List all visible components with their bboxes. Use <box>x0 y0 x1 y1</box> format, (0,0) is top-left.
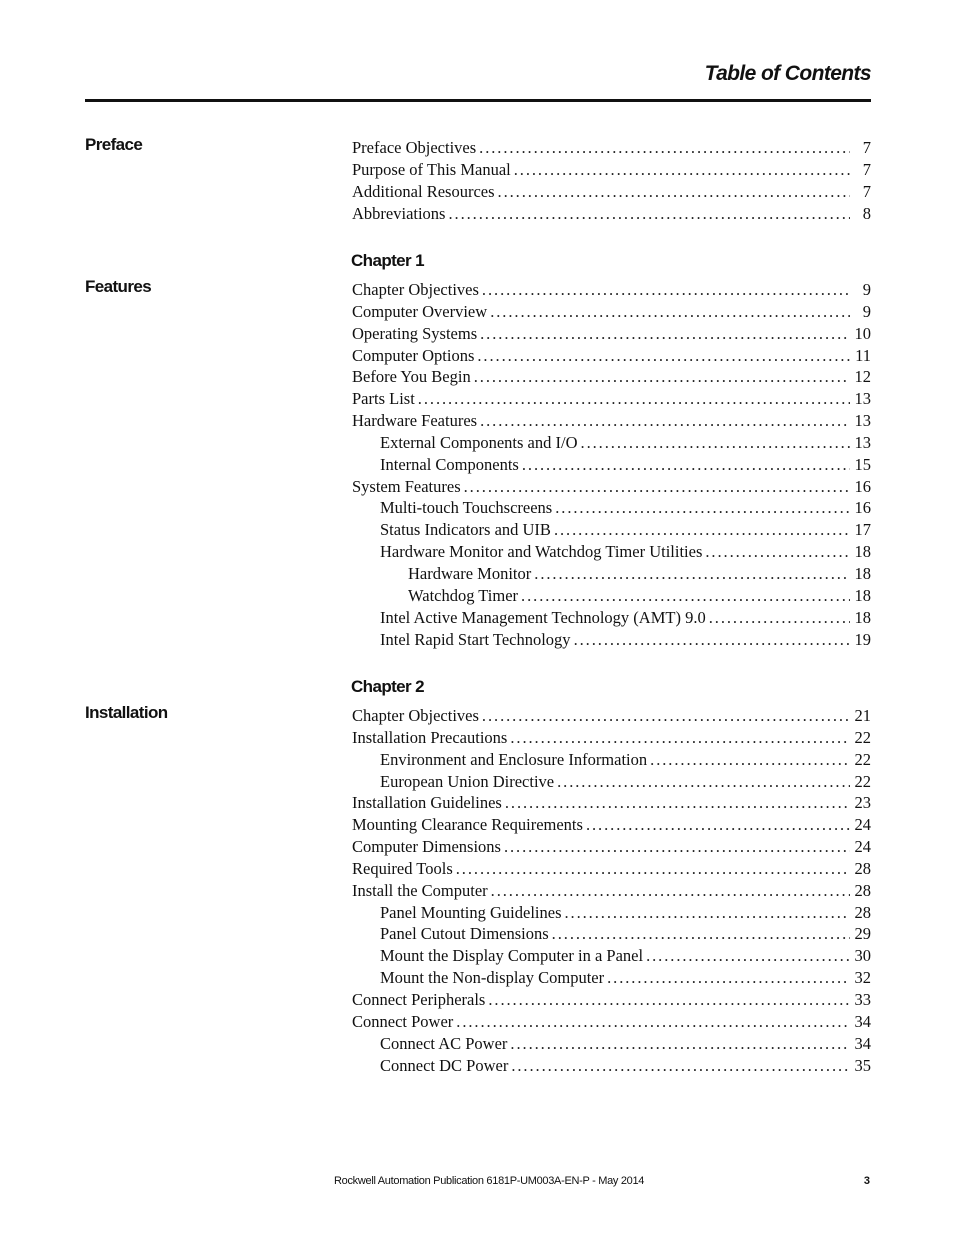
toc-entry[interactable] <box>352 159 871 181</box>
toc-list-installation <box>352 705 871 1076</box>
toc-entry-page: 13 <box>854 411 871 431</box>
toc-entry-title: Internal Components <box>380 454 519 474</box>
chapter-heading-2: Chapter 2 <box>351 677 425 696</box>
footer-publication: Rockwell Automation Publication 6181P-UM003A-EN-P - May 2014 <box>334 1175 645 1187</box>
toc-leader-dots <box>480 323 850 345</box>
toc-entry-page: 12 <box>854 367 871 387</box>
toc-entry[interactable] <box>352 727 871 749</box>
toc-entry[interactable] <box>352 454 871 476</box>
toc-entry-page: 16 <box>854 498 871 518</box>
toc-entry-title: Mount the Non-display Computer <box>380 968 605 988</box>
toc-leader-dots <box>474 366 850 388</box>
toc-leader-dots <box>477 345 850 367</box>
toc-leader-dots <box>498 181 850 203</box>
toc-entry-title: European Union Directive <box>380 771 555 791</box>
toc-leader-dots <box>581 432 850 454</box>
footer-page-number: 3 <box>863 1175 870 1187</box>
toc-leader-dots <box>448 203 850 225</box>
toc-entry-title: Chapter Objectives <box>352 280 479 299</box>
toc-entry-page: 7 <box>862 138 871 157</box>
toc-entry-title: Abbreviations <box>352 203 446 223</box>
toc-entry-page: 22 <box>854 727 871 747</box>
toc-leader-dots <box>456 858 850 880</box>
toc-entry-title: Mounting Clearance Requirements <box>352 815 583 835</box>
toc-leader-dots <box>511 1055 850 1077</box>
toc-entry-page: 24 <box>854 837 871 857</box>
toc-entry[interactable] <box>352 771 871 793</box>
toc-entry-page: 13 <box>854 432 871 452</box>
toc-entry[interactable] <box>352 1055 871 1077</box>
chapter-heading-1: Chapter 1 <box>351 251 425 270</box>
toc-list-features <box>352 279 871 650</box>
toc-entry-page: 30 <box>854 946 871 966</box>
toc-leader-dots <box>504 836 850 858</box>
toc-leader-dots <box>514 159 850 181</box>
toc-leader-dots <box>705 541 850 563</box>
toc-leader-dots <box>418 388 850 410</box>
toc-entry-title: Parts List <box>352 389 415 409</box>
toc-leader-dots <box>552 923 850 945</box>
toc-entry-page: 22 <box>854 749 871 769</box>
toc-entry-title: Required Tools <box>352 858 453 878</box>
toc-entry-title: Installation Guidelines <box>352 793 502 813</box>
toc-leader-dots <box>480 410 850 432</box>
toc-entry[interactable] <box>352 541 871 563</box>
toc-entry-page: 18 <box>854 585 871 605</box>
toc-entry-page: 15 <box>854 454 871 474</box>
toc-entry[interactable] <box>352 432 871 454</box>
toc-entry[interactable] <box>352 607 871 629</box>
toc-entry[interactable] <box>352 585 871 607</box>
toc-entry-page: 21 <box>854 706 871 725</box>
toc-leader-dots <box>456 1011 850 1033</box>
toc-leader-dots <box>574 629 850 651</box>
toc-entry-page: 13 <box>854 389 871 409</box>
toc-entry-title: Intel Rapid Start Technology <box>380 629 571 649</box>
toc-entry-page: 29 <box>854 924 871 944</box>
toc-leader-dots <box>534 563 850 585</box>
toc-entry[interactable] <box>352 902 871 924</box>
toc-entry-title: External Components and I/O <box>380 432 578 452</box>
toc-entry[interactable] <box>352 181 871 203</box>
toc-entry-page: 18 <box>854 563 871 583</box>
toc-entry-title: Intel Active Management Technology (AMT) 9.0 <box>380 607 706 627</box>
toc-leader-dots <box>564 902 850 924</box>
toc-entry-page: 22 <box>854 771 871 791</box>
toc-leader-dots <box>491 880 850 902</box>
toc-entry[interactable] <box>352 814 871 836</box>
toc-entry[interactable] <box>352 749 871 771</box>
toc-entry[interactable] <box>352 279 871 301</box>
toc-entry-title: Connect Peripherals <box>352 989 486 1009</box>
toc-list-preface <box>352 137 871 224</box>
toc-entry[interactable] <box>352 1011 871 1033</box>
toc-leader-dots <box>522 454 850 476</box>
toc-entry-title: Connect Power <box>352 1011 454 1031</box>
toc-entry-page: 28 <box>854 880 871 900</box>
toc-entry-page: 8 <box>862 203 871 223</box>
toc-entry-title: Computer Dimensions <box>352 837 501 857</box>
toc-entry-page: 10 <box>854 323 871 343</box>
toc-entry-page: 34 <box>854 1033 871 1053</box>
toc-entry-title: Computer Overview <box>352 301 488 321</box>
toc-entry-page: 7 <box>862 181 871 201</box>
toc-entry[interactable] <box>352 989 871 1011</box>
toc-entry[interactable] <box>352 388 871 410</box>
toc-entry-title: Additional Resources <box>352 181 495 201</box>
toc-entry-title: Panel Cutout Dimensions <box>380 924 549 944</box>
toc-entry[interactable] <box>352 203 871 225</box>
toc-entry[interactable] <box>352 476 871 498</box>
toc-entry[interactable] <box>352 323 871 345</box>
toc-entry-title: Connect AC Power <box>380 1033 508 1053</box>
toc-leader-dots <box>646 945 850 967</box>
toc-entry[interactable] <box>352 792 871 814</box>
toc-entry-page: 11 <box>855 345 871 365</box>
toc-leader-dots <box>488 989 850 1011</box>
toc-entry-title: Panel Mounting Guidelines <box>380 902 562 922</box>
toc-entry-title: Hardware Monitor <box>408 563 532 583</box>
toc-entry[interactable] <box>352 880 871 902</box>
section-label-installation: Installation <box>85 703 168 722</box>
toc-leader-dots <box>607 967 850 989</box>
toc-leader-dots <box>586 814 850 836</box>
toc-entry-page: 16 <box>854 476 871 496</box>
toc-leader-dots <box>554 519 850 541</box>
toc-entry-page: 32 <box>854 968 871 988</box>
toc-leader-dots <box>464 476 850 498</box>
toc-entry-page: 18 <box>854 607 871 627</box>
section-label-features: Features <box>85 277 152 296</box>
toc-entry-title: Watchdog Timer <box>408 585 519 605</box>
toc-entry-page: 23 <box>854 793 871 813</box>
toc-entry-title: Hardware Monitor and Watchdog Timer Utilities <box>380 542 703 562</box>
toc-entry-title: Preface Objectives <box>352 138 477 157</box>
toc-entry[interactable] <box>352 967 871 989</box>
toc-entry-page: 34 <box>854 1011 871 1031</box>
toc-entry[interactable] <box>352 519 871 541</box>
section-label-preface: Preface <box>85 135 143 154</box>
toc-entry-title: Chapter Objectives <box>352 706 479 725</box>
toc-entry[interactable] <box>352 137 871 159</box>
toc-entry-title: Purpose of This Manual <box>352 159 511 179</box>
toc-entry-title: Install the Computer <box>352 880 488 900</box>
toc-entry-title: Before You Begin <box>352 367 471 387</box>
toc-leader-dots <box>557 771 850 793</box>
toc-entry[interactable] <box>352 945 871 967</box>
toc-entry-page: 24 <box>854 815 871 835</box>
toc-entry[interactable] <box>352 836 871 858</box>
toc-entry-title: Operating Systems <box>352 323 478 343</box>
toc-entry-title: Computer Options <box>352 345 475 365</box>
toc-entry-page: 9 <box>862 301 871 321</box>
toc-leader-dots <box>479 137 850 159</box>
toc-entry-page: 9 <box>862 280 871 299</box>
toc-leader-dots <box>482 279 850 301</box>
toc-entry[interactable] <box>352 301 871 323</box>
toc-leader-dots <box>482 705 850 727</box>
toc-entry-page: 7 <box>862 159 871 179</box>
toc-entry[interactable] <box>352 629 871 651</box>
toc-leader-dots <box>490 301 850 323</box>
toc-entry[interactable] <box>352 923 871 945</box>
toc-leader-dots <box>650 749 850 771</box>
toc-entry-title: Environment and Enclosure Information <box>380 749 648 769</box>
toc-entry-page: 35 <box>854 1055 871 1075</box>
toc-entry-page: 28 <box>854 902 871 922</box>
toc-leader-dots <box>555 497 850 519</box>
toc-entry[interactable] <box>352 563 871 585</box>
toc-entry-title: Multi-touch Touchscreens <box>380 498 553 518</box>
toc-entry[interactable] <box>352 858 871 880</box>
toc-entry[interactable] <box>352 1033 871 1055</box>
toc-entry[interactable] <box>352 345 871 367</box>
toc-entry[interactable] <box>352 366 871 388</box>
toc-leader-dots <box>510 727 850 749</box>
toc-leader-dots <box>709 607 850 629</box>
toc-leader-dots <box>505 792 850 814</box>
toc-entry[interactable] <box>352 410 871 432</box>
toc-entry-page: 18 <box>854 542 871 562</box>
header-divider <box>85 99 871 102</box>
toc-entry-page: 17 <box>854 520 871 540</box>
toc-entry-title: Hardware Features <box>352 411 478 431</box>
toc-entry-title: Status Indicators and UIB <box>380 520 551 540</box>
toc-entry[interactable] <box>352 705 871 727</box>
toc-entry-title: System Features <box>352 476 461 496</box>
toc-entry[interactable] <box>352 497 871 519</box>
toc-entry-page: 28 <box>854 858 871 878</box>
toc-leader-dots <box>521 585 850 607</box>
toc-entry-title: Installation Precautions <box>352 727 508 747</box>
toc-entry-title: Mount the Display Computer in a Panel <box>380 946 644 966</box>
toc-entry-title: Connect DC Power <box>380 1055 509 1075</box>
toc-entry-page: 33 <box>854 989 871 1009</box>
toc-entry-page: 19 <box>854 629 871 649</box>
page-title: Table of Contents <box>704 62 871 85</box>
toc-leader-dots <box>510 1033 850 1055</box>
